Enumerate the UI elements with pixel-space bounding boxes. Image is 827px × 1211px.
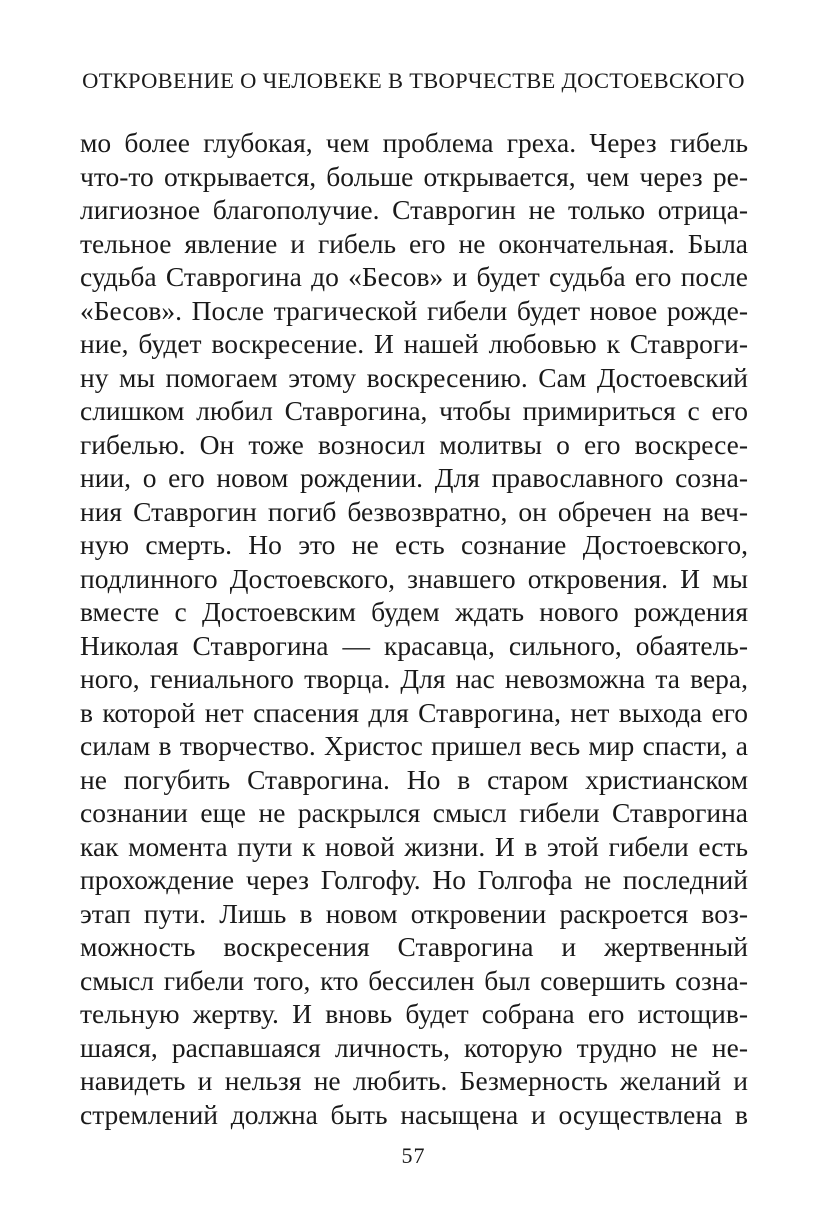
text-line: в которой нет спасения для Ставрогина, нет выхода его (80, 696, 748, 728)
text-line: смысл гибели того, кто бессилен был совершить созна- (80, 964, 748, 996)
text-line: не погубить Ставрогина. Но в старом христианском (80, 763, 748, 795)
text-line: ния Ставрогин погиб безвозвратно, он обречен на веч- (80, 495, 748, 527)
text-line: лигиозное благополучие. Ставрогин не только отрица- (80, 194, 748, 225)
text-line: этап пути. Лишь в новом откровении раскроется воз- (80, 897, 748, 929)
text-line: мо более глубокая, чем проблема греха. Через гибель (80, 127, 748, 158)
text-line: тельную жертву. И вновь будет собрана его истощив- (80, 998, 748, 1029)
body-text (80, 126, 748, 1131)
text-line: вместе с Достоевским будем ждать нового рождения (80, 596, 748, 627)
text-line: как момента пути к новой жизни. И в этой гибели есть (80, 830, 748, 862)
text-line: ную смерть. Но это не есть сознание Достоевского, (80, 529, 748, 560)
text-line: сознании еще не раскрылся смысл гибели Ставрогина (80, 797, 748, 828)
text-line: что-то открывается, больше открывается, чем через ре- (80, 160, 748, 192)
text-line: силам в творчество. Христос пришел весь мир спасти, а (80, 730, 748, 761)
text-line: навидеть и нельзя не любить. Безмерность желаний и (80, 1065, 748, 1096)
text-line: подлинного Достоевского, знавшего откровения. И мы (80, 562, 748, 594)
running-head: ОТКРОВЕНИЕ О ЧЕЛОВЕКЕ В ТВОРЧЕСТВЕ ДОСТОЕВСКОГО (82, 68, 745, 93)
text-line: Николая Ставрогина — красавца, сильного, обаятель- (80, 629, 748, 661)
text-line: нии, о его новом рождении. Для православного созна- (80, 462, 748, 493)
text-line: тельное явление и гибель его не окончательная. Была (80, 227, 748, 259)
text-line: ну мы помогаем этому воскресению. Сам Достоевский (80, 361, 748, 393)
text-line: слишком любил Ставрогина, чтобы примириться с его (80, 395, 748, 426)
text-line: ние, будет воскресение. И нашей любовью к Ставроги- (80, 328, 748, 359)
text-line: ного, гениального творца. Для нас невозможна та вера, (80, 663, 748, 694)
text-line: прохождение через Голгофу. Но Голгофа не последний (80, 864, 748, 895)
text-line: судьба Ставрогина до «Бесов» и будет судьба его после (80, 261, 748, 292)
page-number: 57 (401, 1143, 426, 1168)
text-line: можность воскресения Ставрогина и жертвенный (80, 931, 748, 962)
text-line: гибелью. Он тоже возносил молитвы о его воскресе- (80, 428, 748, 460)
text-line: шаяся, распавшаяся личность, которую трудно не не- (80, 1031, 748, 1063)
text-line: «Бесов». После трагической гибели будет новое рожде- (80, 294, 748, 326)
text-line: стремлений должна быть насыщена и осуществлена в (80, 1098, 748, 1130)
